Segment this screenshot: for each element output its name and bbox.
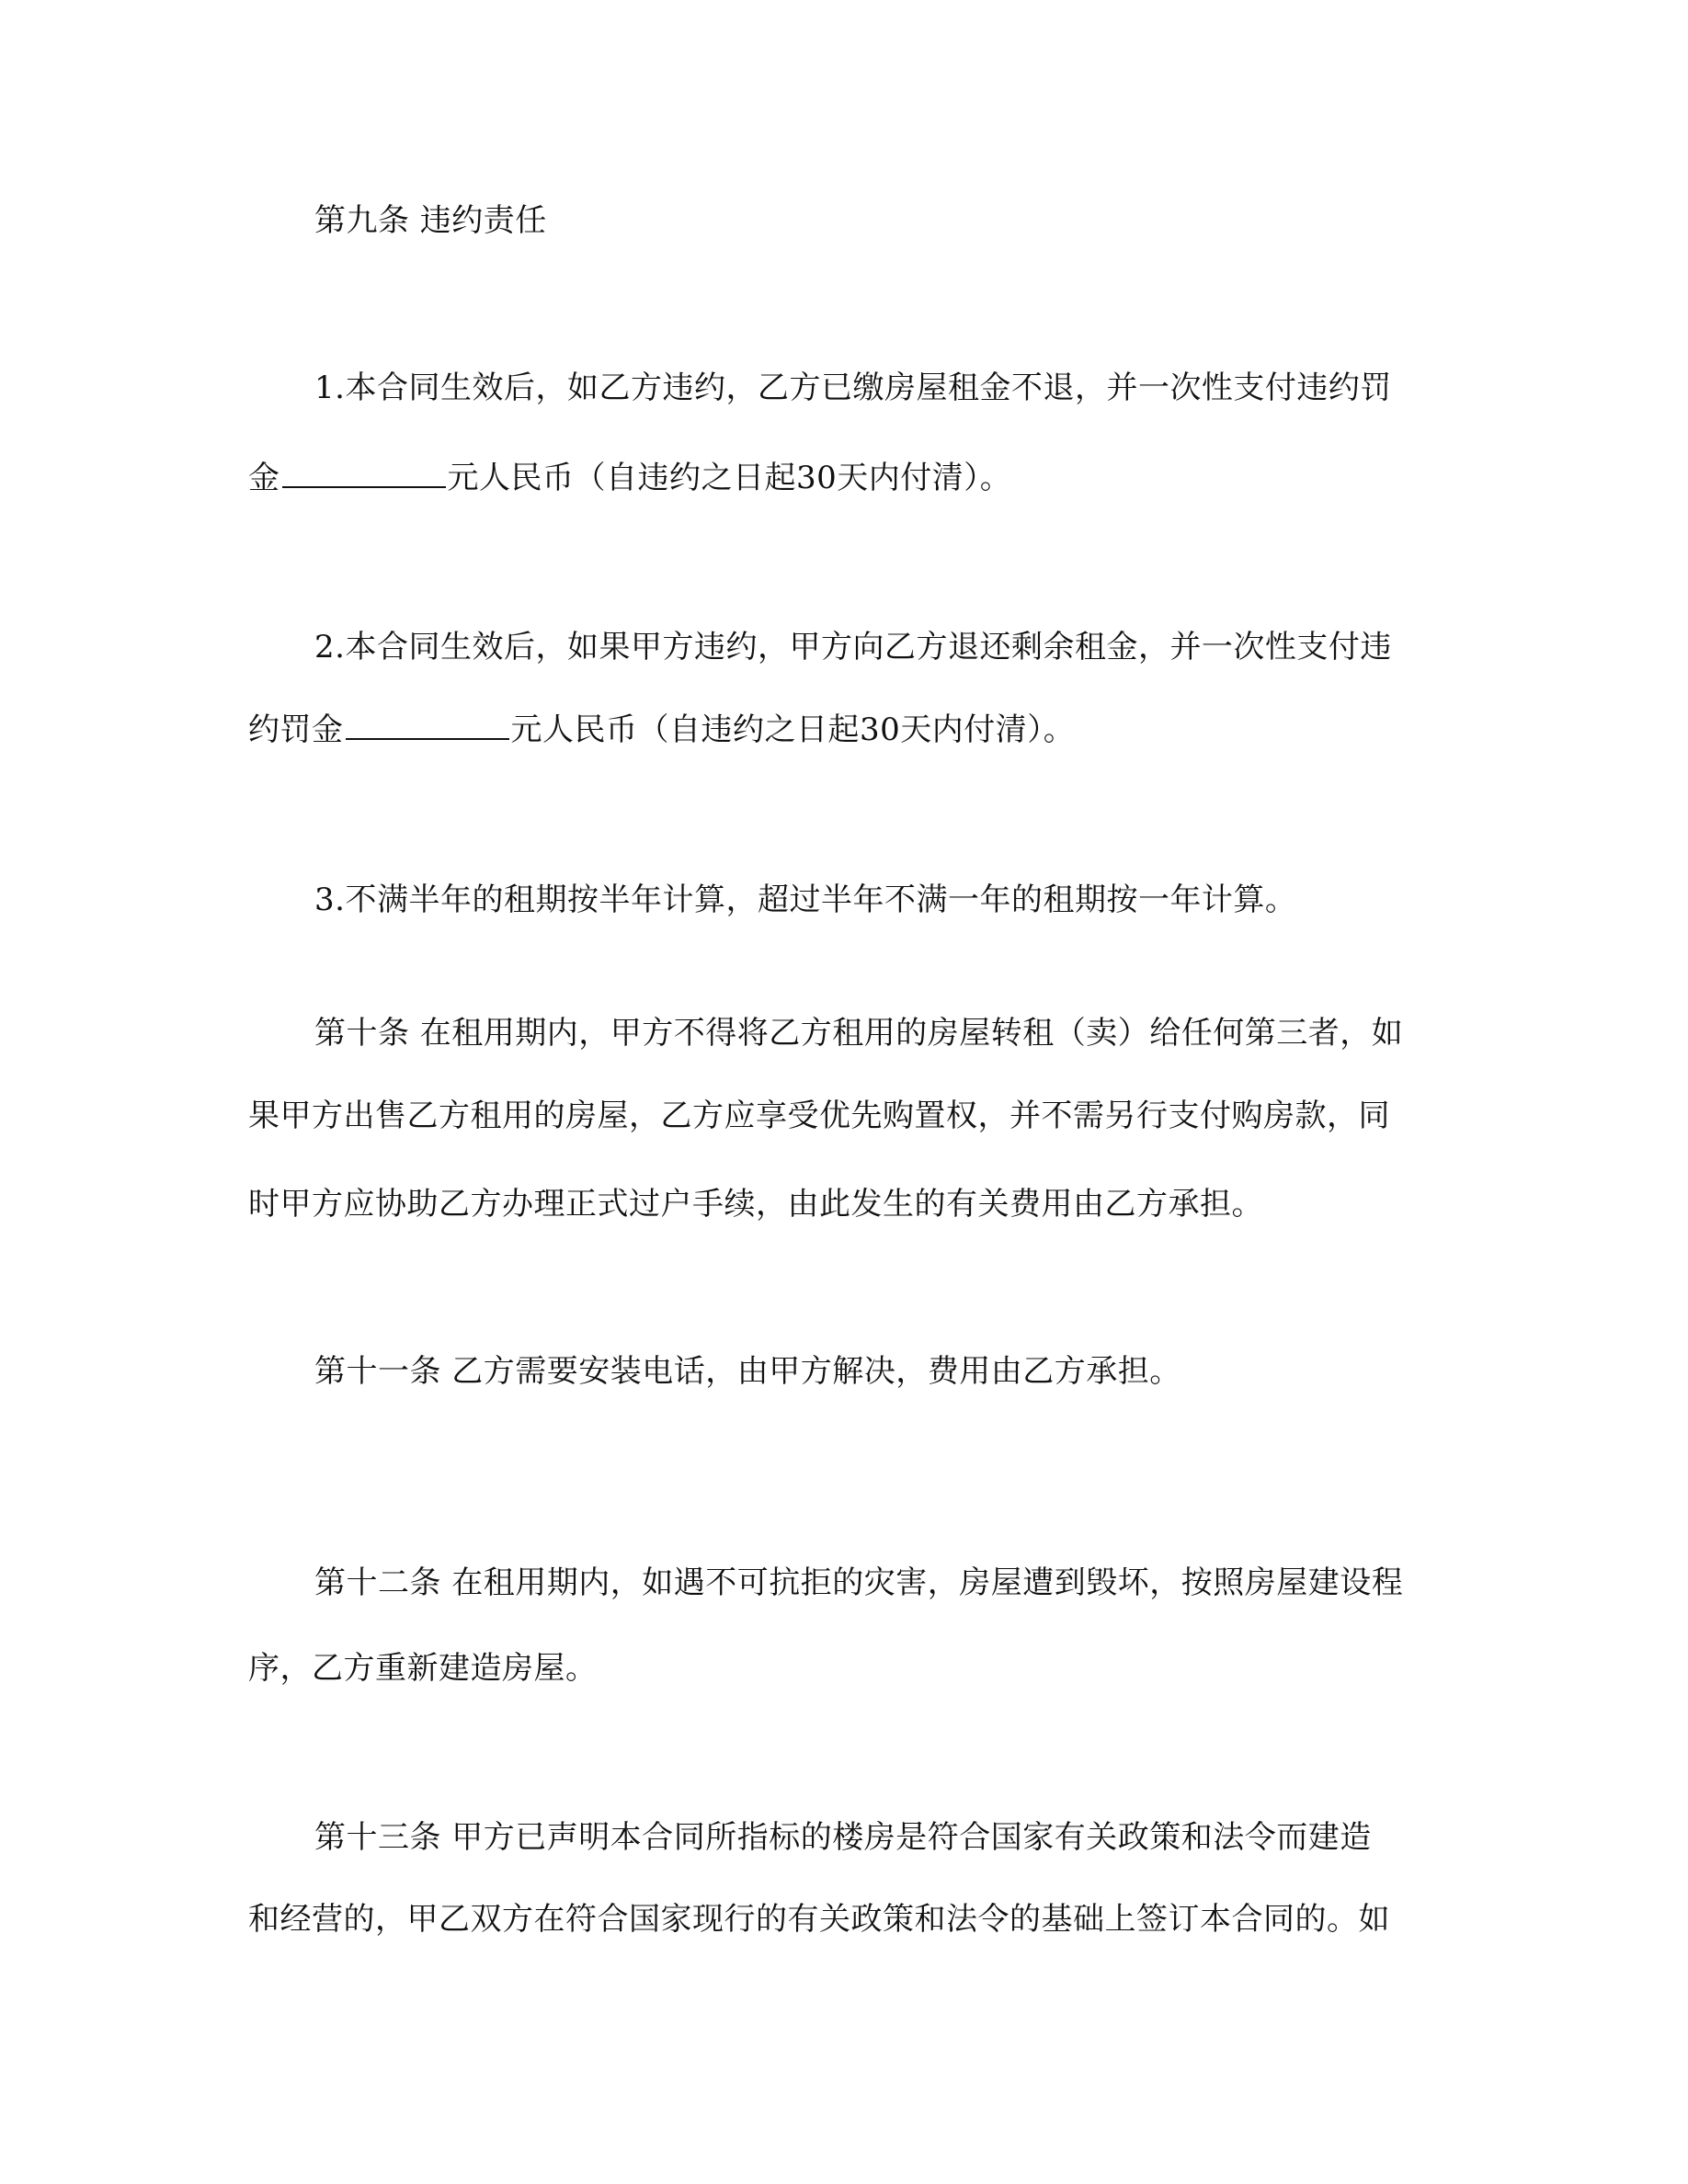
article-11-line-1: 第十一条 乙方需要安装电话，由甲方解决，费用由乙方承担。	[314, 1353, 1181, 1390]
article-9-item-2-line-1: 2.本合同生效后，如果甲方违约，甲方向乙方退还剩余租金，并一次性支付违	[314, 629, 1392, 665]
article-10-line-3: 时甲方应协助乙方办理正式过户手续，由此发生的有关费用由乙方承担。	[248, 1186, 1263, 1223]
article-13-line-1: 第十三条 甲方已声明本合同所指标的楼房是符合国家有关政策和法令而建造	[314, 1819, 1372, 1856]
article-9-item-1-prefix: 金	[248, 460, 280, 496]
penalty-amount-blank-2	[346, 711, 509, 740]
article-9-item-1-suffix: 元人民币（自违约之日起30天内付清）。	[447, 460, 1012, 496]
article-13-line-2: 和经营的，甲乙双方在符合国家现行的有关政策和法令的基础上签订本合同的。如	[248, 1901, 1390, 1938]
article-9-title: 第九条 违约责任	[314, 202, 547, 239]
article-12-line-1: 第十二条 在租用期内，如遇不可抗拒的灾害，房屋遭到毁坏，按照房屋建设程	[314, 1564, 1404, 1601]
article-12-line-2: 序，乙方重新建造房屋。	[248, 1650, 598, 1687]
article-9-item-3-line-1: 3.不满半年的租期按半年计算，超过半年不满一年的租期按一年计算。	[314, 882, 1297, 918]
article-9-item-1-line-2	[248, 458, 1011, 498]
article-9-item-2-suffix: 元人民币（自违约之日起30天内付清）。	[510, 711, 1076, 748]
article-9-item-2-prefix: 约罚金	[248, 711, 344, 748]
article-10-line-2: 果甲方出售乙方租用的房屋，乙方应享受优先购置权，并不需另行支付购房款，同	[248, 1098, 1390, 1134]
article-10-line-1: 第十条 在租用期内，甲方不得将乙方租用的房屋转租（卖）给任何第三者，如	[314, 1015, 1404, 1052]
article-9-item-2-line-2	[248, 710, 1075, 750]
article-9-item-1-line-1: 1.本合同生效后，如乙方违约，乙方已缴房屋租金不退，并一次性支付违约罚	[314, 370, 1392, 406]
penalty-amount-blank-1	[282, 459, 446, 488]
